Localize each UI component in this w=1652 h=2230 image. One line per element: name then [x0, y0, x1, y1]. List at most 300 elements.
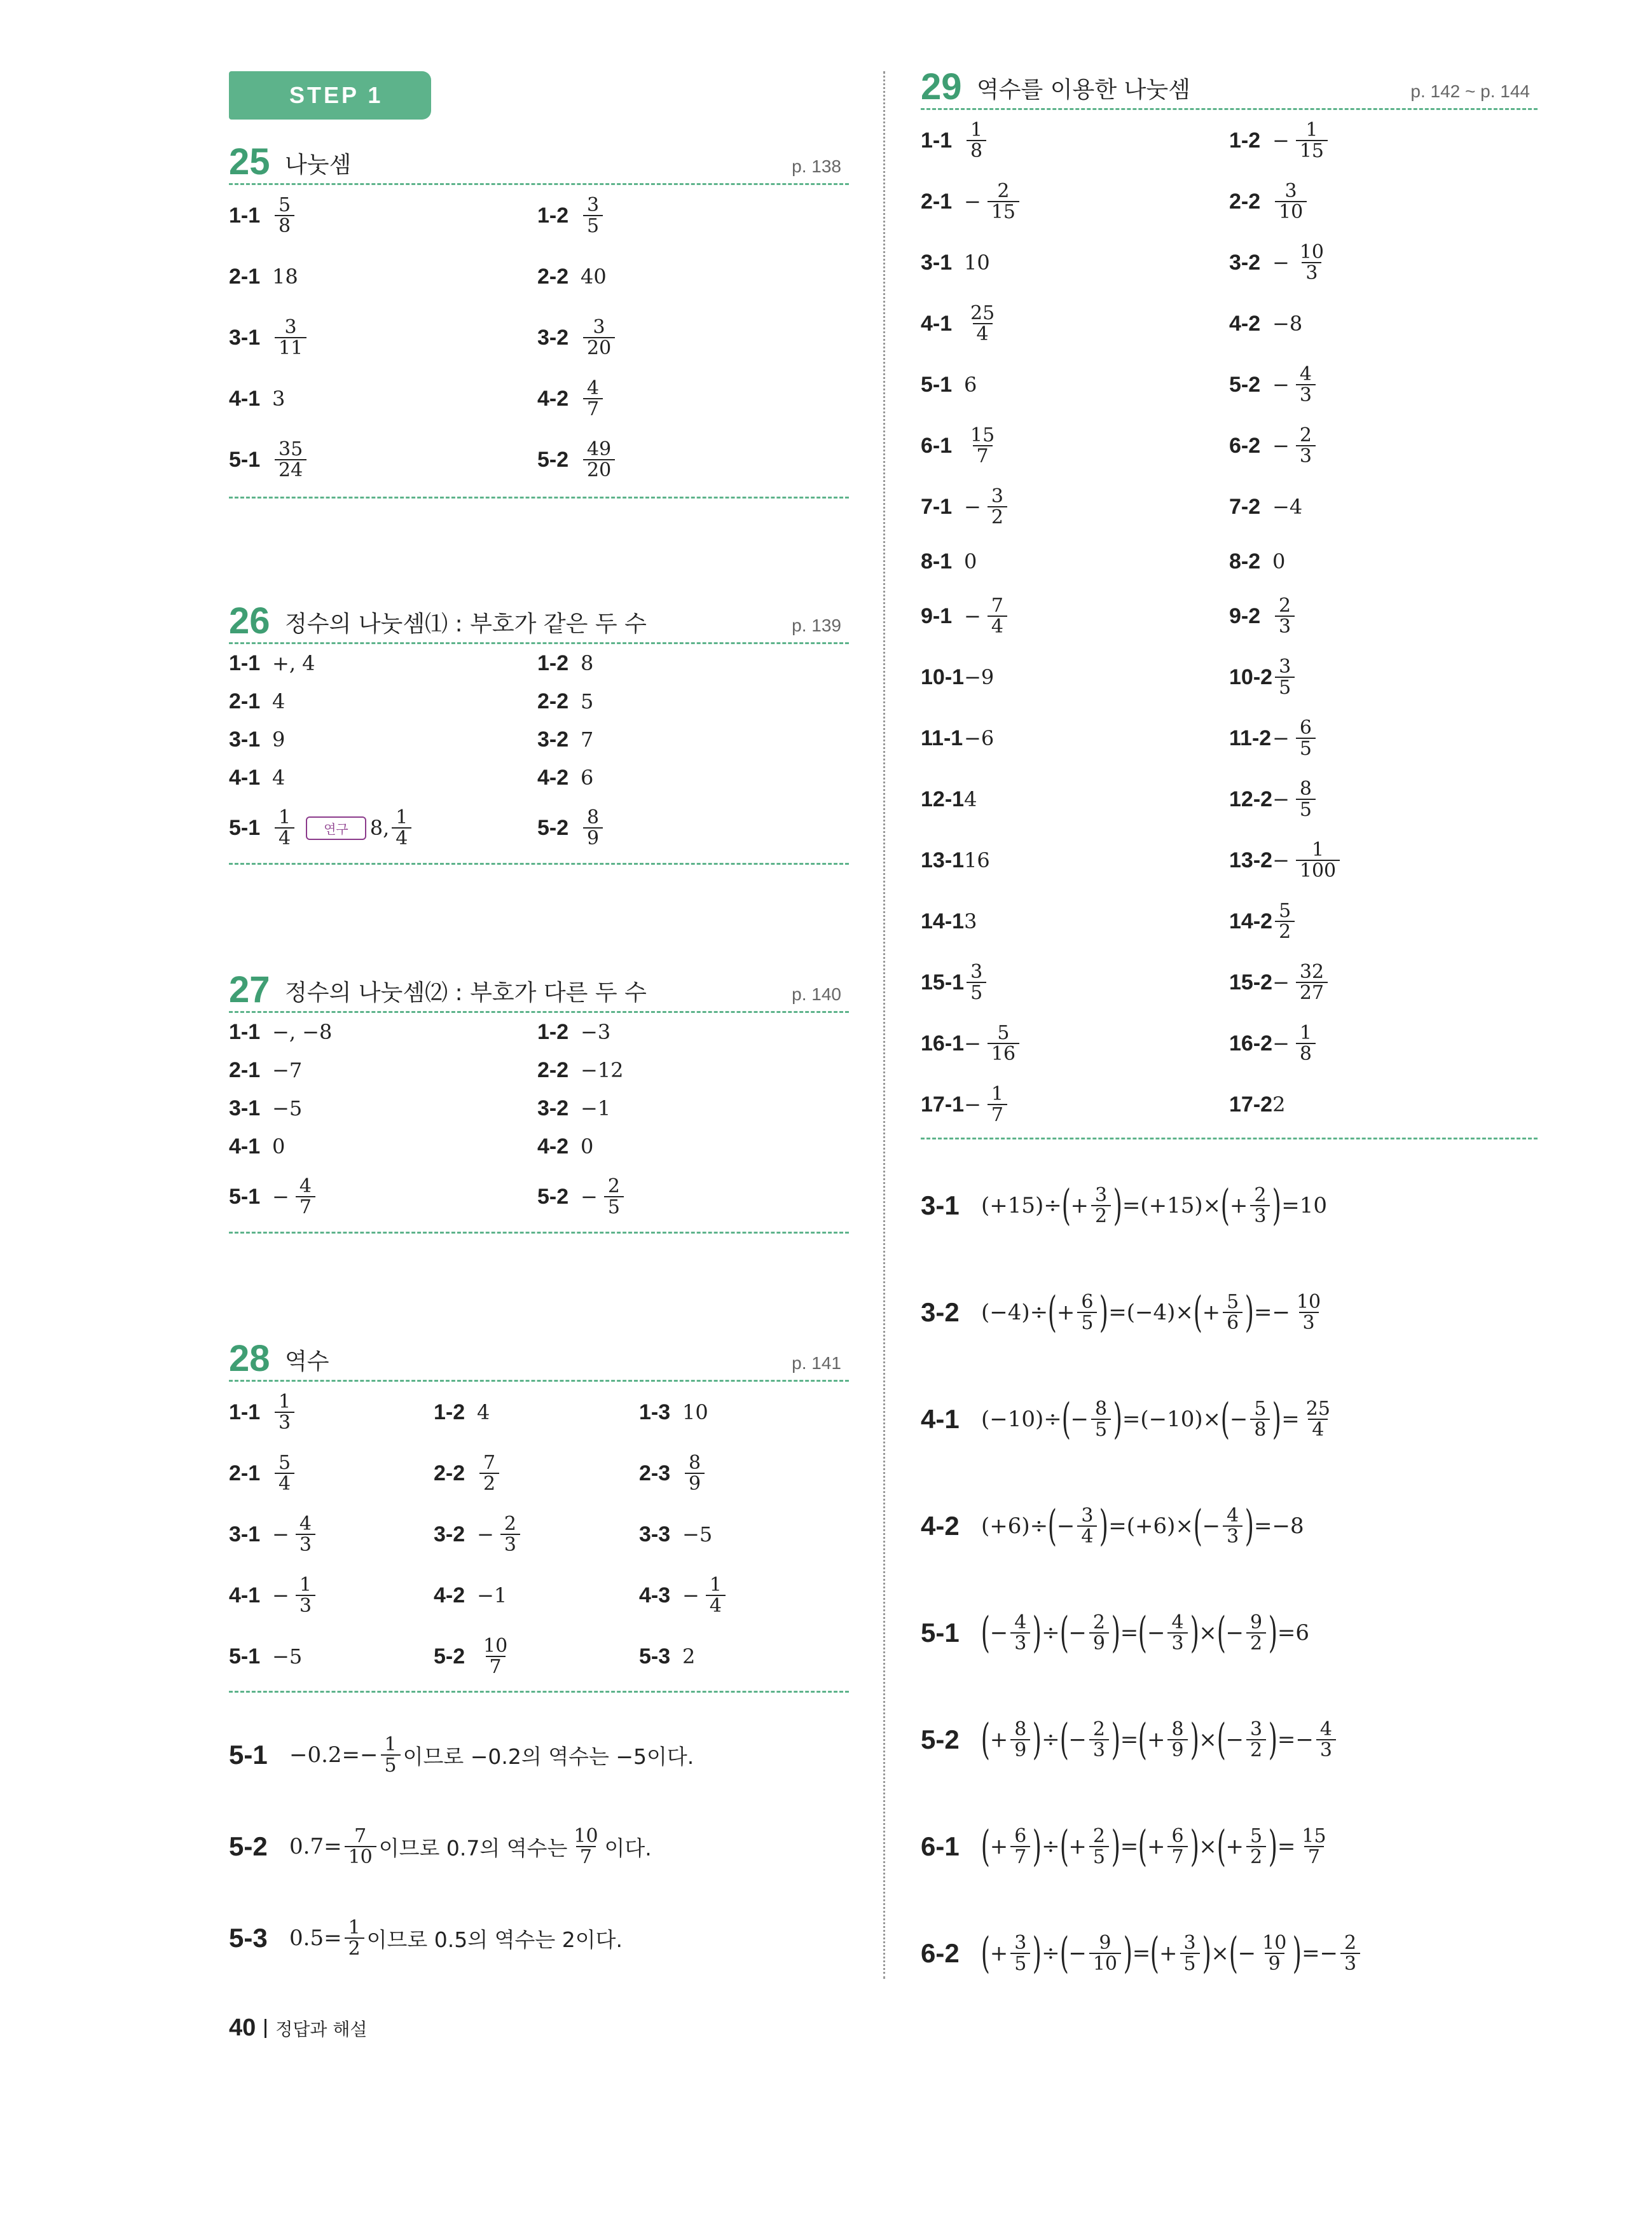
- problem-label: 4-1: [229, 1583, 261, 1607]
- math-text: ÷: [1042, 1620, 1060, 1646]
- fraction: [988, 596, 1007, 637]
- math-paren: ): [1190, 1822, 1199, 1871]
- math-text: +: [1159, 1941, 1178, 1966]
- answer-cell: [1229, 952, 1330, 1013]
- problem-label: 2-1: [229, 1057, 261, 1082]
- denominator: 5: [1275, 677, 1295, 698]
- answer-text: 10: [964, 251, 990, 275]
- answer-value: [964, 425, 1001, 467]
- answer-text: 4: [272, 689, 286, 713]
- answer-value: [964, 726, 994, 750]
- problem-label: 14-2: [1229, 909, 1273, 933]
- answer-cell: [229, 720, 285, 759]
- math-paren: ): [1111, 1822, 1120, 1871]
- answer-value: [682, 1453, 707, 1494]
- problem-label: 1-2: [537, 1019, 569, 1044]
- fraction: [1010, 1826, 1030, 1868]
- numerator: 6: [1014, 1824, 1027, 1847]
- answer-row: [921, 586, 1538, 647]
- problem-label: 4-3: [639, 1583, 671, 1607]
- explanation-label: 5-1: [921, 1618, 960, 1648]
- numerator: 15: [970, 423, 995, 446]
- answer-cell: [229, 1127, 285, 1166]
- problem-label: 3-3: [639, 1522, 671, 1546]
- answer-row: [921, 415, 1538, 476]
- numerator: 2: [1092, 1611, 1105, 1634]
- numerator: 5: [997, 1021, 1010, 1044]
- numerator: 5: [1227, 1290, 1239, 1313]
- math-paren: (: [1059, 1715, 1069, 1764]
- fraction: [685, 1453, 705, 1494]
- problem-label: 11-2: [1229, 726, 1272, 750]
- explanation-line: [921, 1366, 1337, 1473]
- math-text: +: [1229, 1193, 1248, 1218]
- answer-text: 0: [964, 549, 977, 574]
- answer-text: −7: [272, 1058, 303, 1082]
- answer-value: [272, 808, 414, 849]
- numerator: 25: [970, 301, 995, 324]
- answer-value: [272, 195, 297, 237]
- problem-label: 12-2: [1229, 787, 1273, 811]
- step-badge: STEP 1: [229, 71, 431, 120]
- answer-text: 6: [964, 373, 977, 397]
- problem-label: 1-1: [229, 1019, 261, 1044]
- answer-row: [229, 429, 849, 490]
- denominator: 3: [296, 1595, 315, 1616]
- column-divider: [883, 71, 885, 1979]
- math-text: =: [1132, 1941, 1151, 1966]
- answer-value: [272, 727, 285, 752]
- denominator: 5: [1089, 1846, 1109, 1868]
- answer-value: [272, 317, 309, 359]
- explanation-label: 3-1: [921, 1190, 960, 1220]
- answer-value: [964, 303, 1001, 345]
- answer-cell: [1229, 537, 1285, 586]
- answer-cell: [921, 647, 994, 708]
- section-page-ref: p. 140: [792, 984, 841, 1004]
- numerator: 3: [1081, 1504, 1094, 1527]
- answer-cell: [1229, 232, 1330, 293]
- answer-value: [581, 195, 605, 237]
- fraction: [479, 1636, 511, 1677]
- answer-row: [229, 644, 849, 682]
- problem-label: 11-1: [921, 726, 963, 750]
- problem-label: 2-1: [229, 1461, 261, 1485]
- answer-cell: [921, 354, 977, 415]
- fraction: [275, 317, 306, 359]
- math-paren: ): [1099, 1288, 1109, 1337]
- problem-label: 1-3: [639, 1400, 671, 1424]
- answer-row: [229, 759, 849, 797]
- fraction: [1091, 1399, 1111, 1440]
- math-paren: ): [1245, 1501, 1255, 1550]
- answer-value: [1272, 181, 1309, 223]
- answer-text: 2: [1272, 1092, 1286, 1117]
- answer-cell: [229, 246, 298, 307]
- answer-grid: [229, 1013, 849, 1228]
- answer-cell: [921, 891, 977, 952]
- math-paren: ): [1268, 1715, 1278, 1764]
- fraction: [1302, 1399, 1334, 1440]
- math-paren: (: [1220, 1181, 1230, 1230]
- numerator: 4: [1227, 1504, 1239, 1527]
- answer-cell: [537, 1051, 624, 1089]
- problem-label: 15-1: [921, 970, 965, 995]
- denominator: 10: [1089, 1953, 1121, 1974]
- problem-label: 8-2: [1229, 549, 1261, 574]
- problem-label: 1-2: [1229, 128, 1261, 153]
- numerator: 2: [1092, 1824, 1105, 1847]
- section-header: [921, 64, 1538, 110]
- problem-label: 5-2: [1229, 372, 1261, 397]
- numerator: 7: [991, 594, 1003, 617]
- explanation-text: 이므로 0.5의 역수는 2이다.: [366, 1927, 623, 1952]
- math-text: −: [1056, 1513, 1075, 1539]
- answer-cell: [229, 429, 309, 490]
- answer-cell: [229, 1565, 318, 1626]
- denominator: 20: [583, 337, 615, 359]
- numerator: 1: [384, 1733, 397, 1756]
- answer-sign: −: [272, 1583, 289, 1607]
- denominator: 4: [706, 1595, 726, 1616]
- denominator: 2: [345, 1937, 364, 1959]
- denominator: 8: [1296, 1043, 1316, 1064]
- numerator: 3: [1183, 1931, 1196, 1954]
- denominator: 4: [1308, 1419, 1328, 1440]
- numerator: 5: [279, 193, 291, 216]
- math-paren: (: [1216, 1715, 1226, 1764]
- fraction: [296, 1514, 315, 1555]
- numerator: 3: [1279, 655, 1291, 678]
- answer-cell: [229, 682, 285, 720]
- problem-label: 8-1: [921, 549, 953, 574]
- denominator: 2: [1246, 1632, 1266, 1654]
- fraction: [1316, 1719, 1336, 1761]
- math-paren: ): [1190, 1608, 1199, 1657]
- fraction: [706, 1575, 726, 1616]
- problem-label: 9-1: [921, 603, 953, 628]
- denominator: 9: [1265, 1953, 1284, 1974]
- numerator: 4: [1319, 1717, 1332, 1740]
- denominator: 4: [973, 323, 993, 345]
- numerator: 3: [587, 193, 600, 216]
- answer-value: [964, 1084, 1010, 1125]
- research-badge: 연구: [306, 816, 366, 840]
- fraction: [1010, 1613, 1030, 1654]
- answer-row: [229, 1382, 849, 1443]
- answer-row: [921, 354, 1538, 415]
- math-text: ÷: [1042, 1834, 1060, 1859]
- section-divider: [229, 497, 849, 499]
- answer-value: [272, 651, 315, 675]
- section-number: 28: [229, 1338, 270, 1379]
- math-paren: (: [1229, 1929, 1238, 1978]
- math-text: +: [989, 1941, 1008, 1966]
- math-text: −: [1237, 1941, 1256, 1966]
- denominator: 5: [1296, 799, 1316, 820]
- answer-cell: [921, 1013, 1022, 1074]
- answer-grid: [229, 185, 849, 490]
- problem-label: 7-1: [921, 494, 953, 519]
- section-title: 역수: [285, 1349, 329, 1375]
- answer-row: [229, 1565, 849, 1626]
- explanation-line: [229, 1801, 652, 1892]
- fraction: [392, 808, 411, 849]
- answer-cell: [229, 1626, 302, 1687]
- answer-value: [964, 909, 977, 933]
- numerator: 1: [1305, 118, 1318, 141]
- answer-value: [1272, 596, 1297, 637]
- explanation-text: 이므로 −0.2의 역수는 −5이다.: [403, 1744, 694, 1769]
- explanation-label: 6-1: [921, 1831, 960, 1861]
- math-text: +: [1202, 1300, 1221, 1325]
- denominator: 5: [1296, 738, 1316, 759]
- answer-value: [581, 651, 593, 675]
- answer-value: [272, 387, 285, 411]
- fraction: [1246, 1719, 1266, 1761]
- denominator: 15: [988, 201, 1019, 223]
- problem-label: 5-1: [921, 372, 953, 397]
- section-divider: [921, 1138, 1538, 1139]
- problem-label: 5-1: [229, 815, 261, 840]
- answer-row: [921, 537, 1538, 586]
- denominator: 3: [1296, 384, 1316, 406]
- fraction: [1296, 1023, 1316, 1064]
- answer-value: [1272, 962, 1330, 1003]
- numerator: 8: [587, 806, 600, 829]
- explanation-text: 이다.: [604, 1835, 652, 1861]
- answer-value: [272, 265, 298, 289]
- numerator: 3: [970, 960, 983, 983]
- numerator: 4: [1014, 1611, 1027, 1634]
- fraction: [967, 425, 998, 467]
- answer-row: [229, 368, 849, 429]
- answer-value: [581, 1176, 626, 1218]
- answer-value: [272, 1096, 302, 1120]
- answer-value: [477, 1453, 502, 1494]
- explanation-line: [921, 1580, 1309, 1686]
- answer-value: [581, 1096, 610, 1120]
- numerator: 9: [1250, 1611, 1263, 1634]
- numerator: 10: [1296, 1290, 1321, 1313]
- answer-cell: [639, 1626, 695, 1687]
- answer-value: [964, 1023, 1022, 1064]
- denominator: 11: [275, 337, 306, 359]
- fraction: [1296, 242, 1328, 284]
- problem-label: 2-1: [229, 264, 261, 289]
- denominator: 8: [275, 215, 294, 237]
- numerator: 8: [1299, 777, 1312, 800]
- math-paren: (: [1216, 1608, 1226, 1657]
- answer-value: [1272, 120, 1330, 162]
- answer-row: [921, 1013, 1538, 1074]
- answer-cell: [537, 1089, 610, 1127]
- answer-sign: −: [964, 189, 981, 214]
- math-text: =: [1120, 1834, 1139, 1859]
- math-paren: (: [1059, 1608, 1069, 1657]
- fraction: [275, 439, 306, 481]
- numerator: 1: [1311, 838, 1325, 861]
- answer-text: −, −8: [272, 1020, 333, 1044]
- answer-cell: [921, 769, 977, 830]
- answer-cell: [921, 476, 1010, 537]
- numerator: 15: [1302, 1824, 1326, 1847]
- answer-cell: [921, 232, 990, 293]
- math-text: =: [1120, 1727, 1139, 1752]
- numerator: 2: [1299, 423, 1312, 446]
- numerator: 1: [709, 1573, 722, 1596]
- answer-value: [964, 181, 1022, 223]
- answer-value: [964, 486, 1010, 528]
- problem-label: 2-2: [537, 689, 569, 713]
- answer-text: −6: [964, 726, 995, 750]
- problem-label: 15-2: [1229, 970, 1273, 995]
- denominator: 10: [1275, 201, 1307, 223]
- answer-row: [229, 682, 849, 720]
- fraction: [1246, 1826, 1266, 1868]
- answer-value: [1272, 840, 1342, 881]
- explanation-line: [921, 1793, 1333, 1900]
- problem-label: 5-2: [434, 1644, 465, 1669]
- answer-cell: [921, 415, 1001, 476]
- denominator: 7: [1167, 1846, 1187, 1868]
- explanation-line: [921, 1473, 1304, 1580]
- answer-cell: [921, 830, 990, 891]
- answer-cell: [1229, 354, 1318, 415]
- math-paren: (: [1220, 1394, 1230, 1443]
- answer-cell: [537, 797, 605, 859]
- numerator: 3: [593, 315, 605, 338]
- numerator: 4: [1171, 1611, 1184, 1634]
- answer-cell: [229, 1166, 318, 1228]
- math-paren: (: [981, 1929, 990, 1978]
- answer-value: [581, 439, 617, 481]
- answer-sign: −: [1272, 128, 1290, 153]
- math-paren: (: [1138, 1608, 1148, 1657]
- problem-label: 3-1: [229, 325, 261, 350]
- problem-label: 16-1: [921, 1031, 965, 1056]
- answer-text: 40: [581, 265, 607, 289]
- problem-label: 1-1: [921, 128, 953, 153]
- math-paren: ): [1272, 1394, 1282, 1443]
- denominator: 5: [967, 982, 986, 1003]
- answer-value: [272, 1020, 332, 1044]
- footer-divider: [265, 2019, 266, 2038]
- section-number: 26: [229, 600, 270, 642]
- answer-row: [229, 1166, 849, 1228]
- fraction: [1223, 1292, 1242, 1333]
- math-paren: ): [1190, 1715, 1199, 1764]
- fraction: [1275, 901, 1295, 942]
- fraction: [583, 439, 615, 481]
- problem-label: 17-2: [1229, 1092, 1273, 1117]
- math-text: =: [1281, 1407, 1300, 1432]
- answer-value: [964, 665, 994, 689]
- problem-label: 2-1: [921, 189, 953, 214]
- numerator: 3: [284, 315, 297, 338]
- answer-value: [581, 1020, 610, 1044]
- numerator: 49: [587, 437, 612, 460]
- section-title: 정수의 나눗셈⑴ : 부호가 같은 두 수: [285, 611, 647, 637]
- answer-row: [229, 1089, 849, 1127]
- section-27: [229, 967, 849, 1234]
- denominator: 27: [1296, 982, 1328, 1003]
- fraction: [1089, 1826, 1109, 1868]
- answer-value: [1272, 1023, 1318, 1064]
- math-text: ÷: [1042, 1727, 1060, 1752]
- answer-value: [1272, 901, 1297, 942]
- math-paren: (: [1138, 1715, 1148, 1764]
- math-paren: ): [1111, 1608, 1120, 1657]
- explanation-line: [229, 1709, 694, 1801]
- fraction: [1167, 1719, 1187, 1761]
- problem-label: 10-2: [1229, 664, 1273, 689]
- answer-grid: [229, 1382, 849, 1687]
- answer-value: [581, 378, 605, 420]
- explanation-line: [921, 1900, 1363, 2007]
- answer-sign: −: [1272, 787, 1290, 811]
- denominator: 3: [296, 1534, 315, 1555]
- math-paren: ): [1268, 1608, 1278, 1657]
- fraction: [275, 808, 294, 849]
- answer-value: [272, 1644, 302, 1669]
- math-text: =: [1277, 1834, 1296, 1859]
- answer-value: [581, 1058, 624, 1082]
- math-text: +: [989, 1834, 1008, 1859]
- answer-text: 0: [1272, 549, 1286, 574]
- math-paren: ): [1113, 1181, 1123, 1230]
- math-paren: ): [1272, 1181, 1282, 1230]
- answer-text: −5: [682, 1522, 713, 1546]
- fraction: [1296, 840, 1340, 881]
- denominator: 3: [1010, 1632, 1030, 1654]
- answer-text: 5: [581, 689, 594, 713]
- answer-row: [229, 720, 849, 759]
- answer-cell: [537, 1127, 593, 1166]
- section-divider: [229, 863, 849, 865]
- math-paren: (: [1193, 1288, 1202, 1337]
- answer-row: [229, 1626, 849, 1687]
- answer-cell: [1229, 415, 1318, 476]
- problem-label: 13-2: [1229, 848, 1273, 872]
- denominator: 2: [988, 506, 1007, 528]
- explanation-line: [921, 1259, 1327, 1366]
- math-paren: (: [1138, 1822, 1148, 1871]
- answer-value: [964, 596, 1010, 637]
- fraction: [967, 120, 986, 162]
- numerator: 1: [299, 1573, 312, 1596]
- problem-label: 1-2: [537, 650, 569, 675]
- section-page-ref: p. 142 ~ p. 144: [1410, 81, 1530, 101]
- numerator: 1: [396, 806, 408, 829]
- answer-value: [272, 766, 285, 790]
- fraction: [1167, 1613, 1187, 1654]
- fraction: [296, 1176, 315, 1218]
- answer-cell: [921, 171, 1022, 232]
- fraction: [1077, 1292, 1097, 1333]
- math-paren: ): [1123, 1929, 1132, 1978]
- answer-row: [229, 1013, 849, 1051]
- denominator: 3: [1316, 1739, 1336, 1761]
- math-text: =6: [1277, 1620, 1309, 1646]
- answer-text: 2: [682, 1644, 696, 1669]
- answer-text: 7: [581, 727, 594, 752]
- numerator: 5: [1279, 899, 1291, 922]
- answer-value: [581, 689, 593, 713]
- denominator: 7: [1010, 1846, 1030, 1868]
- answer-text: −12: [581, 1058, 624, 1082]
- explanation-label: 6-2: [921, 1938, 960, 1968]
